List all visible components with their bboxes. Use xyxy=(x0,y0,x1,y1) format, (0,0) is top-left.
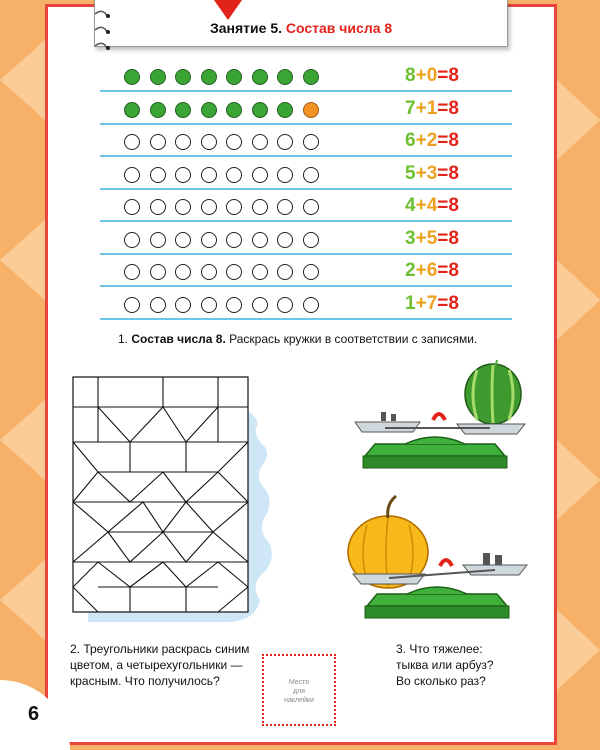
circle-icon[interactable] xyxy=(277,134,293,150)
equation xyxy=(405,163,459,185)
circle-icon[interactable] xyxy=(124,264,140,280)
circle-icon[interactable] xyxy=(303,102,319,118)
circle-icon[interactable] xyxy=(150,297,166,313)
sum: 8 xyxy=(448,65,459,86)
addend-b: 4 xyxy=(426,195,438,216)
circle-icon[interactable] xyxy=(124,69,140,85)
circle-icon[interactable] xyxy=(175,232,191,248)
red-corner-triangle xyxy=(214,0,242,20)
equals-sign: = xyxy=(437,227,449,249)
balance-scales-illustration xyxy=(345,360,530,630)
equation xyxy=(405,130,459,152)
circle-icon[interactable] xyxy=(150,264,166,280)
equation xyxy=(405,195,459,217)
circle-icon[interactable] xyxy=(277,297,293,313)
circle-icon[interactable] xyxy=(124,134,140,150)
circle-icon[interactable] xyxy=(303,134,319,150)
equals-sign: = xyxy=(437,292,449,314)
sum: 8 xyxy=(448,162,459,184)
addend-b: 1 xyxy=(426,97,438,119)
task-1 xyxy=(118,332,477,346)
row-underline xyxy=(100,253,512,255)
plus-sign: + xyxy=(415,65,427,86)
circle-icon[interactable] xyxy=(124,232,140,248)
equation xyxy=(405,98,459,120)
circle-icon[interactable] xyxy=(277,232,293,248)
row-underline xyxy=(100,155,512,157)
circle-icon[interactable] xyxy=(124,297,140,313)
addend-a: 4 xyxy=(405,195,416,216)
equation xyxy=(405,293,459,315)
row-underline xyxy=(100,123,512,125)
equals-sign: = xyxy=(437,65,449,86)
circle-icon[interactable] xyxy=(150,134,166,150)
plus-sign: + xyxy=(415,292,427,314)
circle-icon[interactable] xyxy=(226,102,242,118)
sum: 8 xyxy=(448,97,459,119)
circle-icon[interactable] xyxy=(201,264,217,280)
sticker-line-3: наклейки xyxy=(284,697,314,704)
equals-sign: = xyxy=(437,195,449,216)
circle-icon[interactable] xyxy=(277,102,293,118)
top-scale xyxy=(355,360,525,468)
circle-icon[interactable] xyxy=(252,232,268,248)
circle-icon[interactable] xyxy=(277,167,293,183)
circle-icon[interactable] xyxy=(201,167,217,183)
addend-a: 6 xyxy=(405,130,416,151)
task-3-line-1: 3. Что тяжелее: xyxy=(396,642,483,656)
circle-icon[interactable] xyxy=(226,199,242,215)
circle-icon[interactable] xyxy=(303,167,319,183)
circle-icon[interactable] xyxy=(226,134,242,150)
equation xyxy=(405,228,459,250)
bottom-scale xyxy=(348,496,527,618)
equals-sign: = xyxy=(437,162,449,184)
circle-icon[interactable] xyxy=(277,264,293,280)
page-title xyxy=(210,20,392,36)
row-underline xyxy=(100,285,512,287)
circle-icon[interactable] xyxy=(277,69,293,85)
row-underline xyxy=(100,318,512,320)
circle-icon[interactable] xyxy=(124,167,140,183)
circle-icon[interactable] xyxy=(201,232,217,248)
sum: 8 xyxy=(448,130,459,151)
circle-icon[interactable] xyxy=(150,199,166,215)
circle-icon[interactable] xyxy=(150,232,166,248)
circle-icon[interactable] xyxy=(303,264,319,280)
sticker-line-2: для xyxy=(293,688,305,695)
lesson-label: Занятие 5. xyxy=(210,20,282,36)
circle-icon[interactable] xyxy=(175,264,191,280)
circle-icon[interactable] xyxy=(201,297,217,313)
circle-icon[interactable] xyxy=(226,232,242,248)
task-3 xyxy=(396,641,526,689)
circle-icon[interactable] xyxy=(226,167,242,183)
sum: 8 xyxy=(448,292,459,314)
circle-icon[interactable] xyxy=(175,69,191,85)
sticker-line-1: Место xyxy=(288,679,310,686)
sum: 8 xyxy=(448,227,459,249)
circle-icon[interactable] xyxy=(175,167,191,183)
addend-b: 7 xyxy=(426,292,438,314)
sum: 8 xyxy=(448,260,459,281)
circle-icon[interactable] xyxy=(226,69,242,85)
circle-icon[interactable] xyxy=(303,297,319,313)
circle-icon[interactable] xyxy=(175,102,191,118)
addend-a: 3 xyxy=(405,227,416,249)
equals-sign: = xyxy=(437,260,449,281)
circle-icon[interactable] xyxy=(252,297,268,313)
plus-sign: + xyxy=(415,260,427,281)
circle-icon[interactable] xyxy=(201,199,217,215)
circle-icon[interactable] xyxy=(201,69,217,85)
shape-mosaic xyxy=(68,372,278,627)
addend-b: 0 xyxy=(426,65,438,86)
circle-icon[interactable] xyxy=(252,102,268,118)
circle-icon[interactable] xyxy=(252,264,268,280)
addend-a: 8 xyxy=(405,65,416,86)
addend-b: 2 xyxy=(426,130,438,151)
addend-a: 5 xyxy=(405,162,416,184)
circle-icon[interactable] xyxy=(303,199,319,215)
task-3-line-3: Во сколько раз? xyxy=(396,674,486,688)
addend-b: 3 xyxy=(426,162,438,184)
row-underline xyxy=(100,188,512,190)
equation xyxy=(405,65,459,87)
row-underline xyxy=(100,90,512,92)
circle-icon[interactable] xyxy=(252,69,268,85)
circle-icon[interactable] xyxy=(303,69,319,85)
task-1-heading: Состав числа 8. xyxy=(131,332,226,346)
circle-icon[interactable] xyxy=(226,297,242,313)
circle-icon[interactable] xyxy=(303,232,319,248)
plus-sign: + xyxy=(415,97,427,119)
equation xyxy=(405,260,459,282)
sum: 8 xyxy=(448,195,459,216)
equals-sign: = xyxy=(437,97,449,119)
circle-icon[interactable] xyxy=(150,167,166,183)
circle-icon[interactable] xyxy=(201,134,217,150)
lesson-title: Состав числа 8 xyxy=(285,20,393,36)
equals-sign: = xyxy=(437,130,449,151)
circle-icon[interactable] xyxy=(252,167,268,183)
circle-icon[interactable] xyxy=(124,199,140,215)
task-1-text: Раскрась кружки в соответствии с записями. xyxy=(229,332,478,346)
addend-b: 5 xyxy=(426,227,438,249)
circle-icon[interactable] xyxy=(226,264,242,280)
circle-icon[interactable] xyxy=(201,102,217,118)
plus-sign: + xyxy=(415,162,427,184)
circle-icon[interactable] xyxy=(175,199,191,215)
circle-icon[interactable] xyxy=(252,199,268,215)
row-underline xyxy=(100,220,512,222)
addend-b: 6 xyxy=(426,260,438,281)
plus-sign: + xyxy=(415,227,427,249)
sticker-placeholder[interactable] xyxy=(262,654,336,726)
circle-icon[interactable] xyxy=(175,134,191,150)
circle-icon[interactable] xyxy=(252,134,268,150)
circle-icon[interactable] xyxy=(124,102,140,118)
page-number: 6 xyxy=(28,703,40,725)
plus-sign: + xyxy=(415,130,427,151)
circle-icon[interactable] xyxy=(175,297,191,313)
circle-icon[interactable] xyxy=(277,199,293,215)
task-2: 2. Треугольники раскрась синим цветом, а четырехугольники — красным. Что получилось? xyxy=(70,642,250,688)
addend-a: 1 xyxy=(405,292,416,314)
spiral-rings-icon xyxy=(92,6,112,56)
task-1-number: 1. xyxy=(118,332,129,346)
circle-icon[interactable] xyxy=(150,69,166,85)
task-3-line-2: тыква или арбуз? xyxy=(396,658,494,672)
addend-a: 7 xyxy=(405,97,416,119)
plus-sign: + xyxy=(415,195,427,216)
circle-icon[interactable] xyxy=(150,102,166,118)
addend-a: 2 xyxy=(405,260,416,281)
